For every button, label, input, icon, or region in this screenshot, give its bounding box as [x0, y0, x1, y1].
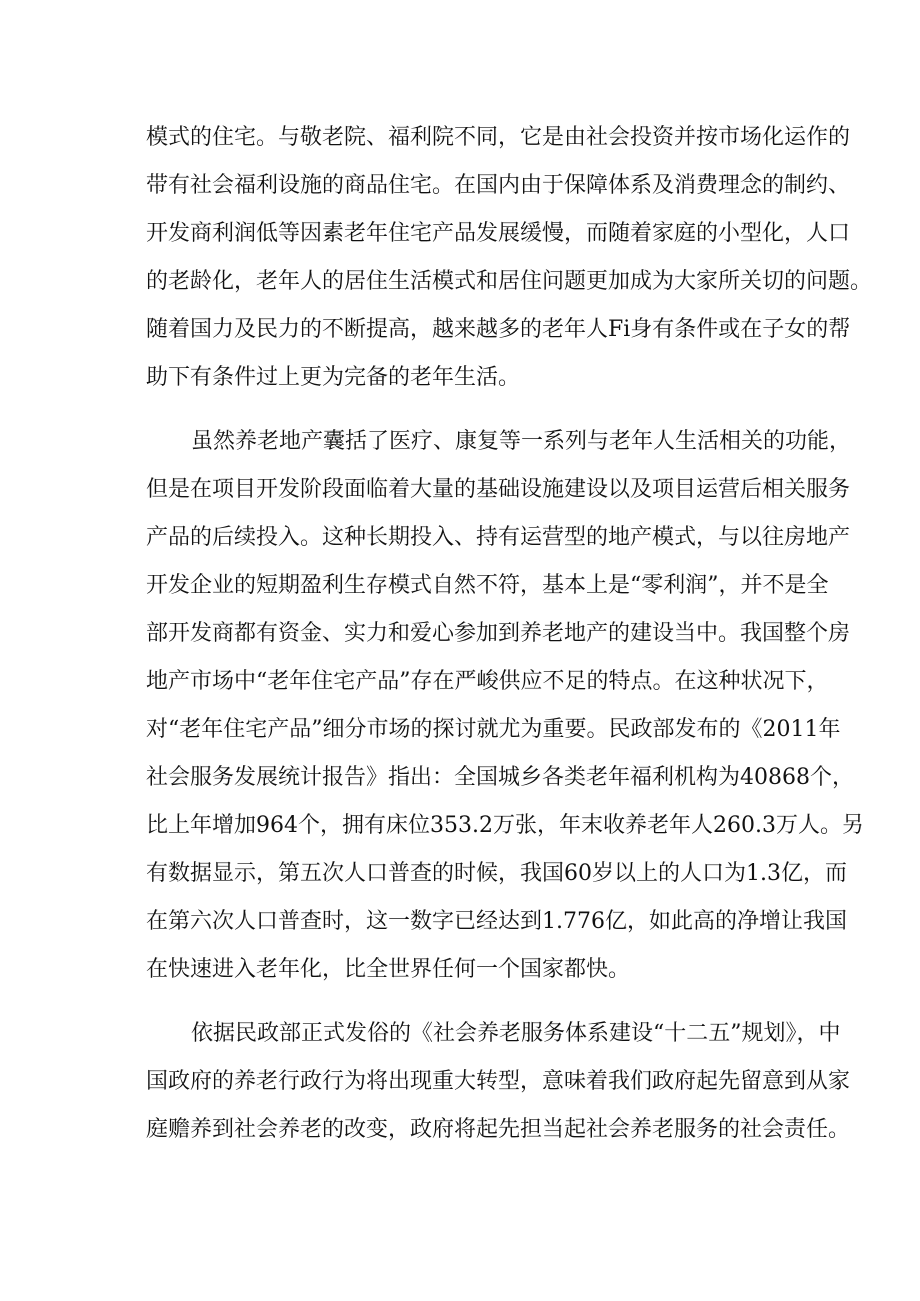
text-line: 开发企业的短期盈利生存模式自然不符，基本上是“零利润”，并不是全 [146, 573, 829, 598]
text-line: 比上年增加964个，拥有床位353.2万张，年末收养老年人260.3万人。另 [146, 813, 864, 838]
text-line: 开发商利润低等因素老年住宅产品发展缓慢，而随着家庭的小型化，人口 [146, 221, 851, 246]
text-line: 助下有条件过上更为完备的老年生活。 [146, 365, 521, 390]
text-line: 在快速进入老年化，比全世界任何一个国家都快。 [146, 957, 631, 982]
text-line: 有数据显示，第五次人口普查的时候，我国60岁以上的人口为1.3亿，而 [146, 861, 847, 886]
text-line: 产品的后续投入。这种长期投入、持有运营型的地产模式，与以往房地产 [146, 525, 851, 550]
paragraph-2 [146, 418, 864, 994]
text-line-first: 虽然养老地产囊括了医疗、康复等一系列与老年人生活相关的功能， [191, 429, 852, 454]
text-line: 但是在项目开发阶段面临着大量的基础设施建设以及项目运营后相关服务 [146, 477, 851, 502]
text-line: 部开发商都有资金、实力和爱心参加到养老地产的建设当中。我国整个房 [146, 621, 851, 646]
text-line: 模式的住宅。与敬老院、福利院不同，它是由社会投资并按市场化运作的 [146, 125, 851, 150]
paragraph-1 [146, 114, 873, 402]
text-line: 带有社会福利设施的商品住宅。在国内由于保障体系及消费理念的制约、 [146, 173, 851, 198]
text-line: 在第六次人口普查时，这一数字已经达到1.776亿，如此高的净增让我国 [146, 909, 847, 934]
text-line: 地产市场中“老年住宅产品”存在严峻供应不足的特点。在这种状况下， [146, 669, 829, 694]
paragraph-3 [146, 1010, 851, 1154]
text-line: 庭赡养到社会养老的改变，政府将起先担当起社会养老服务的社会责任。 [146, 1117, 851, 1142]
text-line: 的老龄化，老年人的居住生活模式和居住问题更加成为大家所关切的问题。 [146, 269, 873, 294]
text-line-first: 依据民政部正式发俗的《社会养老服务体系建设“十二五”规划》，中 [191, 1021, 841, 1046]
text-line: 社会服务发展统计报告》指出：全国城乡各类老年福利机构为40868个， [146, 765, 854, 790]
text-line: 随着国力及民力的不断提高，越来越多的老年人Fi身有条件或在子女的帮 [146, 317, 851, 342]
text-line: 国政府的养老行政行为将出现重大转型，意味着我们政府起先留意到从家 [146, 1069, 851, 1094]
document-body [146, 114, 873, 1154]
text-line: 对“老年住宅产品”细分市场的探讨就尤为重要。民政部发布的《2011年 [146, 717, 841, 742]
paragraph-spacer [146, 994, 806, 1010]
paragraph-spacer [146, 402, 806, 418]
